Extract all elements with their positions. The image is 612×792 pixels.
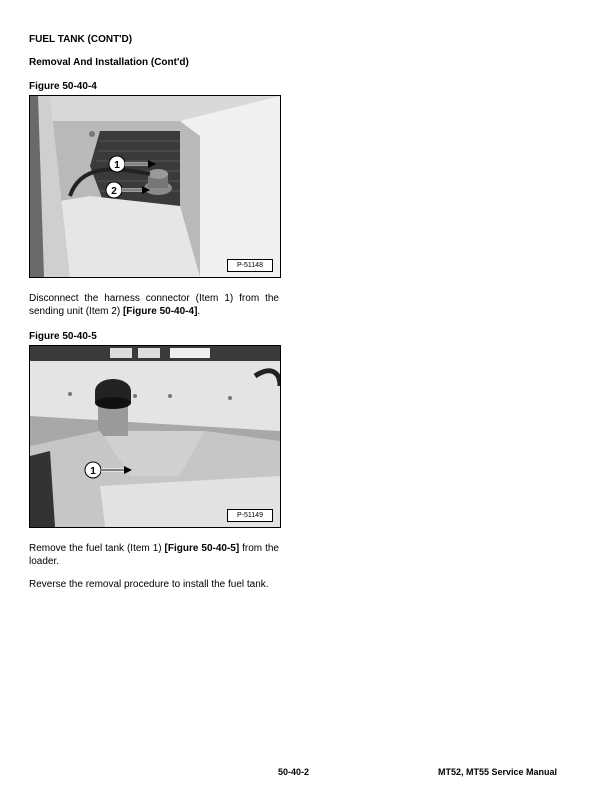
instruction-text: Disconnect the harness connector (Item 1) from the sending unit (Item 2) bbox=[29, 293, 279, 317]
page-number: 50-40-2 bbox=[278, 767, 310, 777]
callout-2: 2 bbox=[111, 186, 117, 197]
callout-1: 1 bbox=[90, 466, 96, 477]
photo-id-label: P-51148 bbox=[227, 259, 273, 272]
figure-reference: [Figure 50-40-5] bbox=[164, 543, 240, 554]
page-title: FUEL TANK (CONT'D) bbox=[29, 34, 133, 45]
instruction-text: Remove the fuel tank (Item 1) bbox=[29, 543, 165, 554]
manual-title: MT52, MT55 Service Manual bbox=[438, 767, 558, 777]
figure-reference: [Figure 50-40-4] bbox=[122, 306, 198, 317]
instruction-paragraph bbox=[29, 578, 279, 591]
callout-1: 1 bbox=[114, 160, 120, 171]
figure-caption: Figure 50-40-5 bbox=[29, 331, 97, 342]
figure-caption: Figure 50-40-4 bbox=[29, 81, 97, 92]
instruction-end: . bbox=[197, 306, 201, 317]
instruction-end: from the loader. bbox=[29, 543, 279, 567]
section-subtitle: Removal And Installation (Cont'd) bbox=[29, 57, 189, 68]
figure-photo bbox=[29, 95, 281, 278]
instruction-paragraph bbox=[29, 542, 279, 568]
instruction-text: Reverse the removal procedure to install the fuel tank. bbox=[29, 579, 269, 590]
instruction-paragraph bbox=[29, 292, 279, 318]
figure-photo bbox=[29, 345, 281, 528]
photo-id-label: P-51149 bbox=[227, 509, 273, 522]
